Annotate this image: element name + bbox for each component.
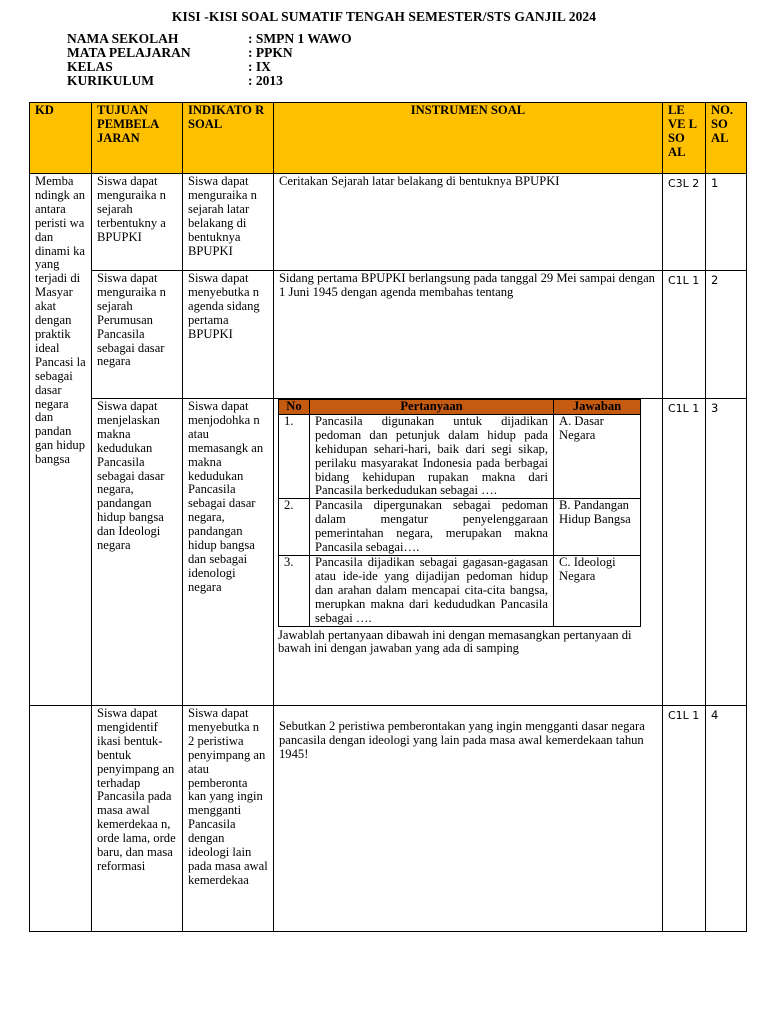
- matching-answer: C. Ideologi Negara: [554, 555, 641, 626]
- matching-question: Pancasila digunakan untuk dijadikan pedoman dan petunjuk dalam hidup pada kehidupan sehari-hari, baik dari segi sikap, perilaku masyarakat Indonesia pada berbagai bidang kehidupan rupakan makna dari Pancasila berkedudukan sebagai ….: [310, 414, 554, 498]
- meta-row-subject: [67, 46, 352, 60]
- tujuan-cell: Siswa dapat mengidentif ikasi bentuk-bentuk penyimpang an terhadap Pancasila pada masa awal kemerdekaa n, orde lama, orde baru, dan masa reformasi: [92, 706, 183, 932]
- matching-row: [279, 414, 641, 498]
- matching-header-row: [279, 400, 641, 415]
- meta-row-class: [67, 60, 352, 74]
- no-cell: 4: [706, 706, 747, 932]
- matching-table: [278, 399, 641, 627]
- grid-table: [29, 102, 747, 932]
- no-cell: 1: [706, 174, 747, 271]
- matching-header-no: No: [279, 400, 310, 415]
- meta-value: : 2013: [248, 73, 283, 88]
- table-row: [30, 399, 747, 706]
- matching-row: [279, 499, 641, 556]
- indikator-cell: Siswa dapat menjodohka n atau memasangk an makna kedudukan Pancasila sebagai dasar negara, pandangan hidup bangsa dan sebagai idenologi negara: [183, 399, 274, 706]
- meta-label: KURIKULUM: [67, 73, 154, 88]
- no-cell: 2: [706, 271, 747, 399]
- matching-instruction: Jawablah pertanyaan dibawah ini dengan memasangkan pertanyaan di bawah ini dengan jawaban yang ada di samping: [278, 627, 632, 656]
- matching-question: Pancasila dijadikan sebagai gagasan-gagasan atau ide-ide yang dijadijan pedoman hidup dan arahan dalam mencapai cita-cita bangsa, merupkan makna dari kedududkan Pancasila sebagai ….: [310, 555, 554, 626]
- tujuan-cell: Siswa dapat menguraika n sejarah Perumusan Pancasila sebagai dasar negara: [92, 271, 183, 399]
- meta-label: KELAS: [67, 59, 113, 74]
- kd-cell-empty: [30, 706, 92, 932]
- table-row: [30, 706, 747, 932]
- meta-label: NAMA SEKOLAH: [67, 31, 179, 46]
- tujuan-cell: Siswa dapat menjelaskan makna kedudukan Pancasila sebagai dasar negara, pandangan hidup bangsa dan Ideologi negara: [92, 399, 183, 706]
- instrumen-cell: Sebutkan 2 peristiwa pemberontakan yang ingin mengganti dasar negara pancasila dengan ideologi yang lain pada masa awal kemerdekaan tahun 1945!: [274, 706, 663, 932]
- table-row: [30, 271, 747, 399]
- indikator-cell: Siswa dapat menyebutka n agenda sidang pertama BPUPKI: [183, 271, 274, 399]
- meta-row-curriculum: [67, 74, 352, 88]
- header-indikator: INDIKATO R SOAL: [183, 103, 274, 174]
- matching-header-jawaban: Jawaban: [554, 400, 641, 415]
- instrumen-cell: Ceritakan Sejarah latar belakang di bentuknya BPUPKI: [274, 174, 663, 271]
- meta-label: MATA PELAJARAN: [67, 45, 191, 60]
- header-tujuan: TUJUAN PEMBELA JARAN: [92, 103, 183, 174]
- instrumen-cell: [274, 399, 663, 706]
- instrumen-cell: Sidang pertama BPUPKI berlangsung pada tanggal 29 Mei sampai dengan 1 Juni 1945 dengan agenda membahas tentang: [274, 271, 663, 399]
- level-cell: C1L 1: [663, 399, 706, 706]
- indikator-cell: Siswa dapat menguraika n sejarah latar belakang di bentuknya BPUPKI: [183, 174, 274, 271]
- meta-value: : SMPN 1 WAWO: [248, 31, 352, 46]
- no-cell: 3: [706, 399, 747, 706]
- header-kd: KD: [30, 103, 92, 174]
- tujuan-cell: Siswa dapat menguraika n sejarah terbentukny a BPUPKI: [92, 174, 183, 271]
- header-no: NO. SO AL: [706, 103, 747, 174]
- level-cell: C3L 2: [663, 174, 706, 271]
- table-row: [30, 174, 747, 271]
- matching-no: 1.: [279, 414, 310, 498]
- document-meta: [67, 32, 352, 88]
- matching-no: 3.: [279, 555, 310, 626]
- header-instrumen: INSTRUMEN SOAL: [274, 103, 663, 174]
- table-header-row: [30, 103, 747, 174]
- matching-question: Pancasila dipergunakan sebagai pedoman dalam mengatur penyelenggaraan pemerintahan negara, merupakan makna Pancasila sebagai….: [310, 499, 554, 556]
- level-cell: C1L 1: [663, 706, 706, 932]
- meta-row-school: [67, 32, 352, 46]
- document-title: KISI -KISI SOAL SUMATIF TENGAH SEMESTER/STS GANJIL 2024: [171, 9, 597, 24]
- indikator-cell: Siswa dapat menyebutka n 2 peristiwa penyimpang an atau pemberonta kan yang ingin mengganti Pancasila dengan ideologi lain pada masa awal kemerdekaa: [183, 706, 274, 932]
- matching-header-pertanyaan: Pertanyaan: [310, 400, 554, 415]
- header-level: LE VE L SO AL: [663, 103, 706, 174]
- matching-answer: A. Dasar Negara: [554, 414, 641, 498]
- matching-answer: B. Pandangan Hidup Bangsa: [554, 499, 641, 556]
- meta-value: : PPKN: [248, 45, 293, 60]
- kd-cell: Memba ndingk an antara peristi wa dan dinami ka yang terjadi di Masyar akat dengan praktik ideal Pancasi la sebagai dasar negara dan pandan gan hidup bangsa: [30, 174, 92, 706]
- matching-row: [279, 555, 641, 626]
- matching-no: 2.: [279, 499, 310, 556]
- meta-value: : IX: [248, 59, 271, 74]
- level-cell: C1L 1: [663, 271, 706, 399]
